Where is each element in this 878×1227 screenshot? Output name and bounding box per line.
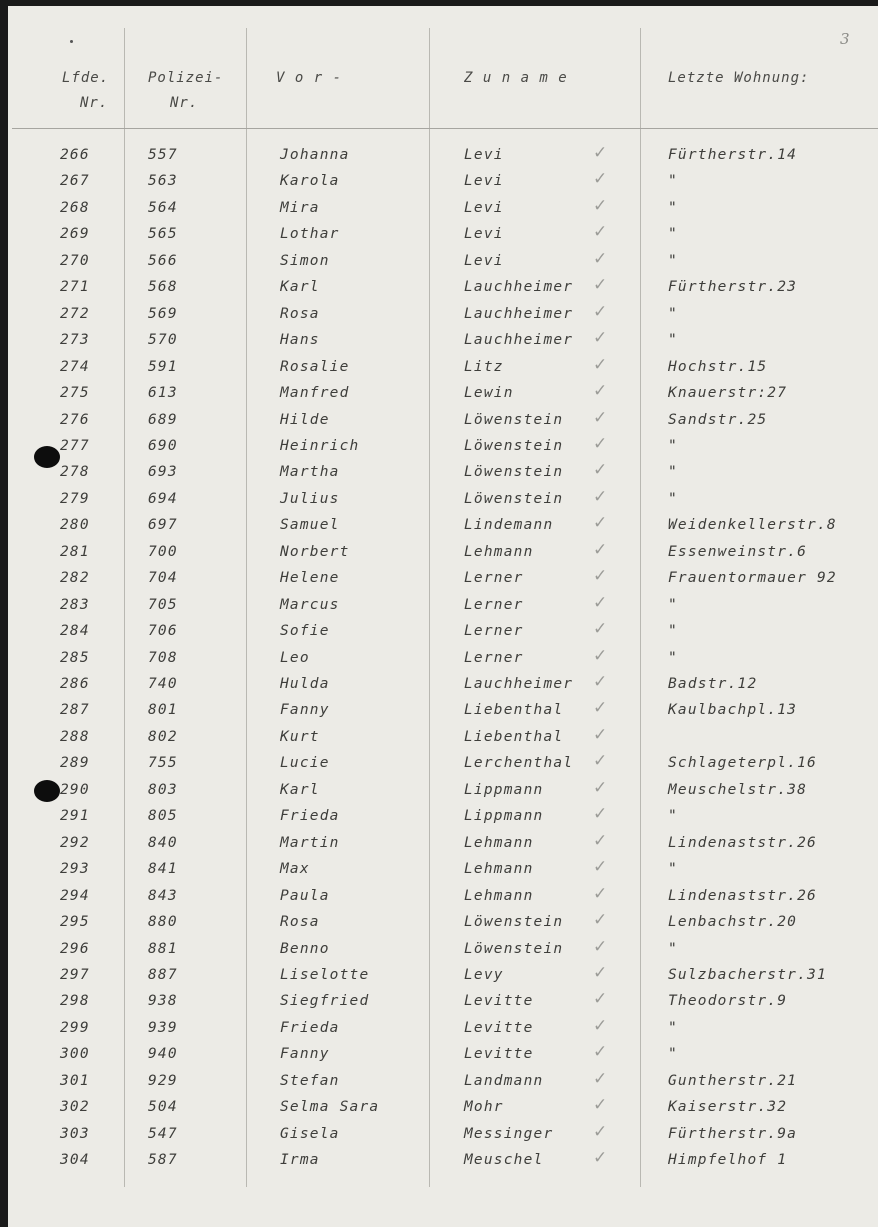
- row-zuname: Meuschel: [464, 1152, 544, 1169]
- row-vorname: Frieda: [280, 1019, 340, 1036]
- row-vorname: Selma Sara: [280, 1099, 380, 1116]
- check-mark-icon: ✓: [593, 830, 609, 851]
- row-lfd-number: 266: [60, 147, 90, 163]
- check-mark-icon: ✓: [593, 169, 609, 190]
- check-mark-icon: ✓: [593, 592, 609, 613]
- row-polizei-number: 939: [148, 1019, 178, 1036]
- table-row: [8, 830, 878, 861]
- row-wohnung: ": [668, 940, 678, 957]
- row-vorname: Martha: [280, 464, 340, 481]
- row-zuname: Lehmann: [464, 834, 534, 851]
- row-vorname: Gisela: [280, 1125, 340, 1142]
- table-row: [8, 1068, 878, 1099]
- row-lfd-number: 295: [60, 914, 90, 930]
- row-polizei-number: 704: [148, 570, 178, 587]
- row-polizei-number: 689: [148, 411, 178, 428]
- table-row: [8, 566, 878, 596]
- row-zuname: Levitte: [464, 993, 534, 1010]
- row-vorname: Marcus: [280, 596, 340, 613]
- row-wohnung: ": [668, 464, 678, 481]
- row-lfd-number: 268: [60, 199, 90, 216]
- row-vorname: Rosa: [280, 305, 320, 322]
- row-vorname: Helene: [280, 570, 340, 587]
- check-mark-icon: ✓: [593, 989, 609, 1010]
- row-vorname: Hilde: [280, 411, 330, 428]
- row-polizei-number: 706: [148, 623, 178, 640]
- table-row: [8, 143, 878, 173]
- row-zuname: Lehmann: [464, 887, 534, 904]
- row-zuname: Levi: [464, 173, 504, 190]
- row-wohnung: ": [668, 861, 678, 878]
- table-row: [8, 1015, 878, 1046]
- row-lfd-number: 272: [60, 305, 90, 322]
- check-mark-icon: ✓: [593, 407, 609, 428]
- ink-blot: [34, 446, 60, 468]
- row-zuname: Litz: [464, 358, 504, 375]
- row-zuname: Levi: [464, 226, 504, 243]
- row-wohnung: ": [668, 1019, 678, 1036]
- row-vorname: Julius: [280, 490, 340, 507]
- row-vorname: Liselotte: [280, 966, 370, 983]
- row-lfd-number: 289: [60, 755, 90, 772]
- row-zuname: Lerner: [464, 623, 524, 640]
- row-zuname: Lippmann: [464, 781, 544, 798]
- page-number: 3: [840, 30, 850, 48]
- table-row: [8, 486, 878, 517]
- row-vorname: Fanny: [280, 1046, 330, 1063]
- check-mark-icon: ✓: [593, 672, 609, 692]
- row-wohnung: Theodorstr.9: [668, 993, 788, 1010]
- check-mark-icon: ✓: [593, 195, 609, 216]
- row-wohnung: ": [668, 173, 678, 190]
- check-mark-icon: ✓: [593, 1095, 609, 1116]
- table-row: [8, 724, 878, 755]
- row-wohnung: ": [668, 1046, 678, 1063]
- row-lfd-number: 296: [60, 940, 90, 957]
- row-vorname: Heinrich: [280, 437, 360, 454]
- row-lfd-number: 283: [60, 596, 90, 613]
- row-wohnung: Lindenaststr.26: [668, 887, 817, 904]
- row-wohnung: Sulzbacherstr.31: [668, 966, 827, 983]
- row-polizei-number: 708: [148, 649, 178, 666]
- header-polizei-line2: Nr.: [170, 95, 199, 111]
- document-page: [8, 6, 878, 1227]
- row-polizei-number: 690: [148, 437, 178, 454]
- row-wohnung: Lenbachstr.20: [668, 914, 798, 930]
- row-wohnung: Essenweinstr.6: [668, 543, 808, 560]
- row-wohnung: ": [668, 649, 678, 666]
- row-zuname: Lindemann: [464, 517, 554, 534]
- row-lfd-number: 293: [60, 861, 90, 878]
- check-mark-icon: ✓: [593, 433, 609, 454]
- table-row: [8, 751, 878, 781]
- row-polizei-number: 700: [148, 543, 178, 560]
- row-wohnung: ": [668, 623, 678, 640]
- row-zuname: Levi: [464, 252, 504, 269]
- row-vorname: Lothar: [280, 226, 340, 243]
- row-zuname: Lauchheimer: [464, 279, 574, 296]
- table-row: [8, 407, 878, 438]
- row-vorname: Benno: [280, 940, 330, 957]
- row-zuname: Lauchheimer: [464, 305, 574, 322]
- row-vorname: Simon: [280, 252, 330, 269]
- row-zuname: Löwenstein: [464, 914, 564, 930]
- row-zuname: Löwenstein: [464, 411, 564, 428]
- row-polizei-number: 563: [148, 173, 178, 190]
- row-vorname: Hulda: [280, 676, 330, 692]
- row-lfd-number: 274: [60, 358, 90, 375]
- row-zuname: Löwenstein: [464, 940, 564, 957]
- table-row: [8, 698, 878, 728]
- check-mark-icon: ✓: [593, 1121, 609, 1142]
- row-wohnung: Weidenkellerstr.8: [668, 517, 837, 534]
- row-lfd-number: 277: [60, 437, 90, 454]
- row-zuname: Lauchheimer: [464, 332, 574, 349]
- check-mark-icon: ✓: [593, 645, 609, 666]
- table-row: [8, 619, 878, 649]
- row-polizei-number: 940: [148, 1046, 178, 1063]
- check-mark-icon: ✓: [593, 513, 609, 534]
- row-lfd-number: 281: [60, 543, 90, 560]
- row-vorname: Manfred: [280, 385, 350, 401]
- row-lfd-number: 278: [60, 464, 90, 481]
- row-lfd-number: 294: [60, 887, 90, 904]
- row-vorname: Siegfried: [280, 993, 370, 1010]
- row-lfd-number: 288: [60, 728, 90, 745]
- row-zuname: Lehmann: [464, 861, 534, 878]
- table-row: [8, 857, 878, 887]
- table-row: [8, 989, 878, 1019]
- row-vorname: Leo: [280, 649, 310, 666]
- check-mark-icon: ✓: [593, 328, 609, 349]
- row-vorname: Rosalie: [280, 358, 350, 375]
- table-row: [8, 910, 878, 940]
- row-polizei-number: 938: [148, 993, 178, 1010]
- check-mark-icon: ✓: [593, 248, 609, 269]
- row-polizei-number: 881: [148, 940, 178, 957]
- row-lfd-number: 300: [60, 1046, 90, 1063]
- row-zuname: Löwenstein: [464, 490, 564, 507]
- header-polizei-line1: Polizei-: [148, 70, 224, 86]
- check-mark-icon: ✓: [593, 857, 609, 878]
- row-wohnung: ": [668, 808, 678, 825]
- row-polizei-number: 887: [148, 966, 178, 983]
- ink-dot: [70, 40, 73, 43]
- row-lfd-number: 273: [60, 332, 90, 349]
- check-mark-icon: ✓: [593, 936, 609, 957]
- row-zuname: Levi: [464, 147, 504, 163]
- table-row: [8, 777, 878, 808]
- table-row: [8, 354, 878, 385]
- row-lfd-number: 291: [60, 808, 90, 825]
- row-vorname: Paula: [280, 887, 330, 904]
- row-zuname: Lewin: [464, 385, 514, 401]
- row-polizei-number: 801: [148, 702, 178, 719]
- row-zuname: Levi: [464, 199, 504, 216]
- header-vorname: V o r -: [276, 70, 343, 86]
- row-lfd-number: 290: [60, 781, 90, 798]
- row-lfd-number: 287: [60, 702, 90, 719]
- row-lfd-number: 282: [60, 570, 90, 587]
- row-zuname: Mohr: [464, 1099, 504, 1116]
- row-lfd-number: 275: [60, 385, 90, 401]
- row-vorname: Karl: [280, 781, 320, 798]
- check-mark-icon: ✓: [593, 539, 609, 560]
- row-polizei-number: 841: [148, 861, 178, 878]
- row-wohnung: ": [668, 226, 678, 243]
- row-lfd-number: 271: [60, 279, 90, 296]
- row-vorname: Irma: [280, 1152, 320, 1169]
- row-wohnung: ": [668, 199, 678, 216]
- row-lfd-number: 297: [60, 966, 90, 983]
- row-zuname: Messinger: [464, 1125, 554, 1142]
- row-zuname: Lippmann: [464, 808, 544, 825]
- table-row: [8, 883, 878, 914]
- row-vorname: Martin: [280, 834, 340, 851]
- row-polizei-number: 802: [148, 728, 178, 745]
- row-vorname: Kurt: [280, 728, 320, 745]
- check-mark-icon: ✓: [593, 381, 609, 401]
- row-zuname: Levy: [464, 966, 504, 983]
- row-lfd-number: 284: [60, 623, 90, 640]
- row-lfd-number: 298: [60, 993, 90, 1010]
- row-polizei-number: 587: [148, 1152, 178, 1169]
- table-row: [8, 936, 878, 967]
- row-zuname: Levitte: [464, 1046, 534, 1063]
- check-mark-icon: ✓: [593, 1015, 609, 1036]
- table-row: [8, 433, 878, 464]
- check-mark-icon: ✓: [593, 1042, 609, 1063]
- check-mark-icon: ✓: [593, 619, 609, 640]
- row-polizei-number: 805: [148, 808, 178, 825]
- ink-blot: [34, 780, 60, 802]
- row-vorname: Lucie: [280, 755, 330, 772]
- table-row: [8, 645, 878, 676]
- header-wohnung: Letzte Wohnung:: [668, 70, 810, 86]
- row-wohnung: ": [668, 596, 678, 613]
- row-polizei-number: 693: [148, 464, 178, 481]
- table-row: [8, 169, 878, 199]
- row-lfd-number: 286: [60, 676, 90, 692]
- row-polizei-number: 565: [148, 226, 178, 243]
- row-polizei-number: 570: [148, 332, 178, 349]
- row-polizei-number: 564: [148, 199, 178, 216]
- row-vorname: Hans: [280, 332, 320, 349]
- row-lfd-number: 302: [60, 1099, 90, 1116]
- row-wohnung: ": [668, 305, 678, 322]
- row-zuname: Liebenthal: [464, 702, 564, 719]
- row-lfd-number: 303: [60, 1125, 90, 1142]
- row-polizei-number: 568: [148, 279, 178, 296]
- row-wohnung: Knauerstr:27: [668, 385, 788, 401]
- row-lfd-number: 285: [60, 649, 90, 666]
- check-mark-icon: ✓: [593, 804, 609, 825]
- row-vorname: Rosa: [280, 914, 320, 930]
- row-lfd-number: 276: [60, 411, 90, 428]
- header-zuname: Z u n a m e: [464, 70, 568, 86]
- table-row: [8, 381, 878, 411]
- row-polizei-number: 803: [148, 781, 178, 798]
- check-mark-icon: ✓: [593, 275, 609, 296]
- row-vorname: Frieda: [280, 808, 340, 825]
- row-wohnung: Guntherstr.21: [668, 1072, 798, 1089]
- row-polizei-number: 697: [148, 517, 178, 534]
- row-zuname: Lerner: [464, 570, 524, 587]
- check-mark-icon: ✓: [593, 698, 609, 719]
- row-wohnung: ": [668, 437, 678, 454]
- row-wohnung: Fürtherstr.9a: [668, 1125, 798, 1142]
- table-row: [8, 460, 878, 490]
- table-row: [8, 1095, 878, 1125]
- row-polizei-number: 740: [148, 676, 178, 692]
- row-lfd-number: 267: [60, 173, 90, 190]
- header-polizei: [148, 66, 223, 116]
- row-vorname: Fanny: [280, 702, 330, 719]
- table-row: [8, 1121, 878, 1152]
- header-rule: [12, 128, 878, 129]
- row-zuname: Levitte: [464, 1019, 534, 1036]
- check-mark-icon: ✓: [593, 1068, 609, 1089]
- row-polizei-number: 843: [148, 887, 178, 904]
- row-polizei-number: 840: [148, 834, 178, 851]
- check-mark-icon: ✓: [593, 143, 609, 163]
- row-wohnung: Himpfelhof 1: [668, 1152, 788, 1169]
- row-polizei-number: 705: [148, 596, 178, 613]
- row-wohnung: Sandstr.25: [668, 411, 768, 428]
- table-row: [8, 248, 878, 279]
- row-vorname: Samuel: [280, 517, 340, 534]
- table-row: [8, 513, 878, 543]
- table-row: [8, 195, 878, 226]
- row-lfd-number: 304: [60, 1152, 90, 1169]
- check-mark-icon: ✓: [593, 724, 609, 745]
- row-zuname: Lauchheimer: [464, 676, 574, 692]
- row-lfd-number: 299: [60, 1019, 90, 1036]
- header-lfd: [62, 66, 109, 116]
- row-zuname: Lerner: [464, 649, 524, 666]
- table-row: [8, 1148, 878, 1178]
- table-row: [8, 328, 878, 358]
- table-row: [8, 301, 878, 332]
- row-zuname: Landmann: [464, 1072, 544, 1089]
- row-lfd-number: 301: [60, 1072, 90, 1089]
- row-zuname: Lerner: [464, 596, 524, 613]
- row-wohnung: ": [668, 252, 678, 269]
- row-wohnung: ": [668, 332, 678, 349]
- check-mark-icon: ✓: [593, 883, 609, 904]
- row-zuname: Löwenstein: [464, 464, 564, 481]
- row-polizei-number: 504: [148, 1099, 178, 1116]
- table-row: [8, 1042, 878, 1072]
- row-polizei-number: 755: [148, 755, 178, 772]
- check-mark-icon: ✓: [593, 301, 609, 322]
- header-lfd-line1: Lfde.: [62, 70, 110, 86]
- table-row: [8, 672, 878, 702]
- check-mark-icon: ✓: [593, 1148, 609, 1169]
- table-row: [8, 962, 878, 993]
- row-wohnung: Hochstr.15: [668, 358, 768, 375]
- check-mark-icon: ✓: [593, 777, 609, 798]
- row-polizei-number: 569: [148, 305, 178, 322]
- check-mark-icon: ✓: [593, 486, 609, 507]
- row-polizei-number: 929: [148, 1072, 178, 1089]
- row-wohnung: Fürtherstr.14: [668, 147, 798, 163]
- row-polizei-number: 591: [148, 358, 178, 375]
- check-mark-icon: ✓: [593, 751, 609, 772]
- check-mark-icon: ✓: [593, 354, 609, 375]
- row-wohnung: Frauentormauer 92: [668, 570, 837, 587]
- row-polizei-number: 566: [148, 252, 178, 269]
- row-vorname: Karl: [280, 279, 320, 296]
- header-lfd-line2: Nr.: [80, 95, 109, 111]
- row-polizei-number: 694: [148, 490, 178, 507]
- row-wohnung: Badstr.12: [668, 676, 758, 692]
- row-wohnung: Fürtherstr.23: [668, 279, 798, 296]
- check-mark-icon: ✓: [593, 222, 609, 243]
- check-mark-icon: ✓: [593, 962, 609, 983]
- row-zuname: Lehmann: [464, 543, 534, 560]
- row-zuname: Lerchenthal: [464, 755, 574, 772]
- row-lfd-number: 269: [60, 226, 90, 243]
- row-polizei-number: 557: [148, 147, 178, 163]
- check-mark-icon: ✓: [593, 910, 609, 930]
- row-wohnung: Meuschelstr.38: [668, 781, 808, 798]
- table-row: [8, 222, 878, 252]
- table-row: [8, 804, 878, 834]
- row-lfd-number: 279: [60, 490, 90, 507]
- row-vorname: Mira: [280, 199, 320, 216]
- table-row: [8, 592, 878, 623]
- row-polizei-number: 613: [148, 385, 178, 401]
- table-row: [8, 539, 878, 570]
- row-vorname: Johanna: [280, 147, 350, 163]
- row-zuname: Liebenthal: [464, 728, 564, 745]
- row-lfd-number: 292: [60, 834, 90, 851]
- check-mark-icon: ✓: [593, 566, 609, 587]
- row-vorname: Stefan: [280, 1072, 340, 1089]
- row-wohnung: Kaiserstr.32: [668, 1099, 788, 1116]
- row-zuname: Löwenstein: [464, 437, 564, 454]
- row-vorname: Karola: [280, 173, 340, 190]
- row-wohnung: Lindenaststr.26: [668, 834, 817, 851]
- row-lfd-number: 280: [60, 517, 90, 534]
- table-row: [8, 275, 878, 305]
- row-vorname: Max: [280, 861, 310, 878]
- row-vorname: Norbert: [280, 543, 350, 560]
- row-polizei-number: 880: [148, 914, 178, 930]
- row-wohnung: Kaulbachpl.13: [668, 702, 798, 719]
- row-vorname: Sofie: [280, 623, 330, 640]
- row-lfd-number: 270: [60, 252, 90, 269]
- row-polizei-number: 547: [148, 1125, 178, 1142]
- row-wohnung: ": [668, 490, 678, 507]
- row-wohnung: Schlageterpl.16: [668, 755, 817, 772]
- check-mark-icon: ✓: [593, 460, 609, 481]
